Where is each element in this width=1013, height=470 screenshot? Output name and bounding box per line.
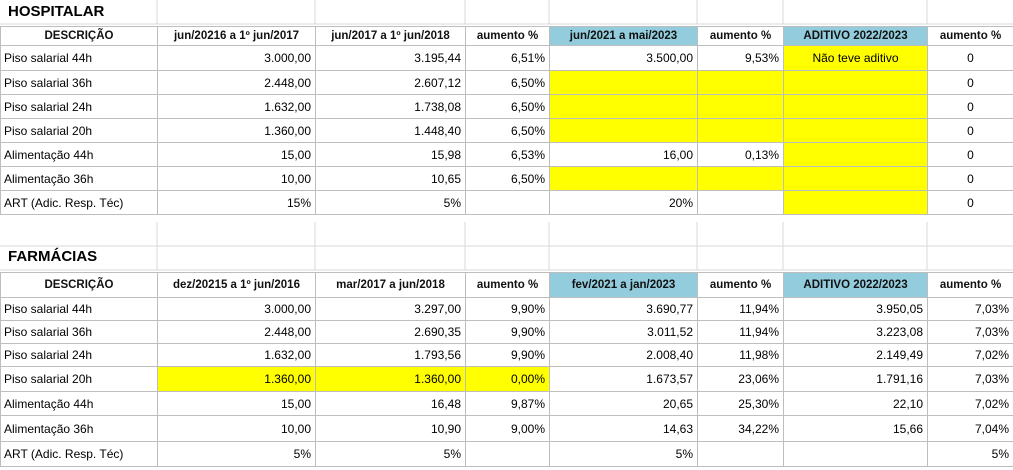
table-cell[interactable]: 0 — [928, 167, 1013, 191]
table-cell[interactable]: 3.011,52 — [550, 321, 698, 344]
table-cell[interactable]: 3.000,00 — [158, 298, 316, 321]
table-row-alimentacao-36h — [1, 167, 1013, 191]
table-cell[interactable]: 3.000,00 — [158, 46, 316, 71]
table-cell[interactable]: 7,03% — [928, 298, 1013, 321]
table-cell[interactable]: 5% — [928, 442, 1013, 467]
table-cell[interactable] — [784, 143, 928, 167]
table-cell[interactable]: 0 — [928, 119, 1013, 143]
row-label[interactable]: Piso salarial 36h — [1, 321, 158, 344]
table-cell[interactable]: 15,00 — [158, 392, 316, 416]
row-label[interactable]: Piso salarial 44h — [1, 298, 158, 321]
column-header-jun-2021-a-mai-2023-4: jun/2021 a mai/2023 — [550, 27, 698, 46]
table-cell[interactable]: 1.738,08 — [316, 95, 466, 119]
table-cell[interactable] — [550, 119, 698, 143]
table-cell[interactable]: 7,03% — [928, 321, 1013, 344]
table-cell[interactable]: 5% — [550, 442, 698, 467]
table-cell[interactable] — [784, 119, 928, 143]
table-cell[interactable]: 14,63 — [550, 416, 698, 442]
table-cell[interactable] — [784, 71, 928, 95]
table-cell[interactable]: 7,02% — [928, 344, 1013, 367]
table-cell[interactable]: 6,50% — [466, 95, 550, 119]
table-cell[interactable]: 16,48 — [316, 392, 466, 416]
table-cell[interactable] — [550, 71, 698, 95]
table-cell[interactable]: 0,13% — [698, 143, 784, 167]
table-cell[interactable] — [466, 191, 550, 215]
table-row-piso-salarial-24h — [1, 344, 1013, 367]
table-cell[interactable]: 5% — [158, 442, 316, 467]
table-cell[interactable]: 10,00 — [158, 416, 316, 442]
table-cell[interactable]: 0 — [928, 71, 1013, 95]
table-cell[interactable]: 15,66 — [784, 416, 928, 442]
table-cell[interactable]: 15,00 — [158, 143, 316, 167]
row-label[interactable]: Piso salarial 20h — [1, 119, 158, 143]
table-cell[interactable]: 3.223,08 — [784, 321, 928, 344]
row-label[interactable]: Piso salarial 44h — [1, 46, 158, 71]
row-label[interactable]: Alimentação 44h — [1, 392, 158, 416]
table-cell[interactable]: 11,94% — [698, 321, 784, 344]
table-row-piso-salarial-44h — [1, 298, 1013, 321]
table-cell[interactable]: 0,00% — [466, 367, 550, 392]
table-cell[interactable]: 9,90% — [466, 321, 550, 344]
table-cell[interactable]: 20% — [550, 191, 698, 215]
table-cell[interactable]: 11,98% — [698, 344, 784, 367]
table-cell[interactable]: 1.632,00 — [158, 95, 316, 119]
table-cell[interactable]: 1.793,56 — [316, 344, 466, 367]
table-cell[interactable]: 1.632,00 — [158, 344, 316, 367]
table-cell[interactable]: 15% — [158, 191, 316, 215]
table-cell[interactable]: 5% — [316, 191, 466, 215]
row-label[interactable]: Alimentação 44h — [1, 143, 158, 167]
table-cell[interactable] — [698, 167, 784, 191]
column-header-aditivo-2022-2023-6: ADITIVO 2022/2023 — [784, 273, 928, 298]
table-cell[interactable]: 6,50% — [466, 71, 550, 95]
table-cell[interactable]: 7,02% — [928, 392, 1013, 416]
column-header-aumento-7: aumento % — [928, 273, 1013, 298]
table-cell[interactable]: 6,50% — [466, 119, 550, 143]
column-header-descricao-0: DESCRIÇÃO — [1, 273, 158, 298]
table-cell[interactable]: 2.149,49 — [784, 344, 928, 367]
table-row-piso-salarial-36h — [1, 321, 1013, 344]
table-cell[interactable]: 16,00 — [550, 143, 698, 167]
row-label[interactable]: Piso salarial 36h — [1, 71, 158, 95]
table-cell[interactable] — [698, 191, 784, 215]
column-header-mar-2017-a-jun-2018-2: mar/2017 a jun/2018 — [316, 273, 466, 298]
table-cell[interactable]: 0 — [928, 95, 1013, 119]
table-cell[interactable]: 9,00% — [466, 416, 550, 442]
table-cell[interactable] — [550, 95, 698, 119]
column-header-jun-20216-a-1-jun-2017-1: jun/20216 a 1º jun/2017 — [158, 27, 316, 46]
table-row-piso-salarial-44h — [1, 46, 1013, 71]
table-cell[interactable]: 3.950,05 — [784, 298, 928, 321]
table-cell[interactable]: 1.791,16 — [784, 367, 928, 392]
table-cell[interactable]: 9,90% — [466, 344, 550, 367]
table-row-alimentacao-44h — [1, 143, 1013, 167]
row-label[interactable]: Piso salarial 20h — [1, 367, 158, 392]
table-row-alimentacao-44h — [1, 392, 1013, 416]
column-header-jun-2017-a-1-jun-2018-2: jun/2017 a 1º jun/2018 — [316, 27, 466, 46]
header-row — [1, 27, 1013, 46]
table-cell[interactable]: 10,65 — [316, 167, 466, 191]
table-cell[interactable]: 1.360,00 — [316, 367, 466, 392]
section-title-farmacias: FARMÁCIAS — [8, 248, 98, 265]
table-cell[interactable]: 3.297,00 — [316, 298, 466, 321]
table-cell[interactable]: 6,50% — [466, 167, 550, 191]
table-cell[interactable]: 20,65 — [550, 392, 698, 416]
column-header-fev-2021-a-jan-2023-4: fev/2021 a jan/2023 — [550, 273, 698, 298]
row-label[interactable]: ART (Adic. Resp. Téc) — [1, 442, 158, 467]
table-cell[interactable]: 3.690,77 — [550, 298, 698, 321]
table-cell[interactable]: Não teve aditivo — [784, 46, 928, 71]
hospitalar-table — [0, 26, 1013, 215]
table-row-piso-salarial-20h — [1, 119, 1013, 143]
column-header-aumento-3: aumento % — [466, 27, 550, 46]
table-cell[interactable]: 23,06% — [698, 367, 784, 392]
column-header-descricao-0: DESCRIÇÃO — [1, 27, 158, 46]
table-cell[interactable]: 22,10 — [784, 392, 928, 416]
table-cell[interactable]: 2.690,35 — [316, 321, 466, 344]
table-row-art-adic-resp-tec — [1, 442, 1013, 467]
section-title-hospitalar: HOSPITALAR — [8, 3, 105, 20]
table-cell[interactable]: 5% — [316, 442, 466, 467]
table-cell[interactable] — [784, 191, 928, 215]
table-cell[interactable]: 3.195,44 — [316, 46, 466, 71]
table-cell[interactable] — [784, 95, 928, 119]
table-row-art-adic-resp-tec — [1, 191, 1013, 215]
column-header-aumento-5: aumento % — [698, 27, 784, 46]
table-cell[interactable]: 25,30% — [698, 392, 784, 416]
table-cell[interactable]: 34,22% — [698, 416, 784, 442]
table-row-piso-salarial-36h — [1, 71, 1013, 95]
table-cell[interactable]: 1.448,40 — [316, 119, 466, 143]
row-label[interactable]: Alimentação 36h — [1, 167, 158, 191]
table-cell[interactable] — [698, 119, 784, 143]
column-header-aumento-3: aumento % — [466, 273, 550, 298]
header-row — [1, 273, 1013, 298]
table-cell[interactable]: 2.008,40 — [550, 344, 698, 367]
column-header-dez-20215-a-1-jun-2016-1: dez/20215 a 1º jun/2016 — [158, 273, 316, 298]
column-header-aditivo-2022-2023-6: ADITIVO 2022/2023 — [784, 27, 928, 46]
table-cell[interactable]: 7,04% — [928, 416, 1013, 442]
table-cell[interactable] — [466, 442, 550, 467]
table-cell[interactable]: 6,53% — [466, 143, 550, 167]
table-row-alimentacao-36h — [1, 416, 1013, 442]
table-cell[interactable] — [784, 442, 928, 467]
table-cell[interactable]: 0 — [928, 46, 1013, 71]
table-cell[interactable]: 9,53% — [698, 46, 784, 71]
table-cell[interactable]: 1.360,00 — [158, 367, 316, 392]
column-header-aumento-5: aumento % — [698, 273, 784, 298]
table-cell[interactable]: 0 — [928, 191, 1013, 215]
table-cell[interactable]: 10,00 — [158, 167, 316, 191]
table-cell[interactable]: 2.607,12 — [316, 71, 466, 95]
table-cell[interactable]: 3.500,00 — [550, 46, 698, 71]
table-cell[interactable]: 1.673,57 — [550, 367, 698, 392]
table-cell[interactable]: 2.448,00 — [158, 321, 316, 344]
table-cell[interactable] — [698, 95, 784, 119]
table-cell[interactable] — [784, 167, 928, 191]
row-label[interactable]: ART (Adic. Resp. Téc) — [1, 191, 158, 215]
table-cell[interactable] — [550, 167, 698, 191]
table-cell[interactable]: 0 — [928, 143, 1013, 167]
row-label[interactable]: Piso salarial 24h — [1, 344, 158, 367]
table-cell[interactable]: 7,03% — [928, 367, 1013, 392]
column-header-aumento-7: aumento % — [928, 27, 1013, 46]
table-cell[interactable] — [698, 442, 784, 467]
farmacias-table — [0, 272, 1013, 467]
table-cell[interactable]: 10,90 — [316, 416, 466, 442]
table-cell[interactable] — [698, 71, 784, 95]
table-cell[interactable]: 2.448,00 — [158, 71, 316, 95]
row-label[interactable]: Piso salarial 24h — [1, 95, 158, 119]
table-row-piso-salarial-24h — [1, 95, 1013, 119]
row-label[interactable]: Alimentação 36h — [1, 416, 158, 442]
table-cell[interactable]: 6,51% — [466, 46, 550, 71]
table-cell[interactable]: 9,90% — [466, 298, 550, 321]
table-row-piso-salarial-20h — [1, 367, 1013, 392]
table-cell[interactable]: 15,98 — [316, 143, 466, 167]
table-cell[interactable]: 9,87% — [466, 392, 550, 416]
table-cell[interactable]: 11,94% — [698, 298, 784, 321]
table-cell[interactable]: 1.360,00 — [158, 119, 316, 143]
